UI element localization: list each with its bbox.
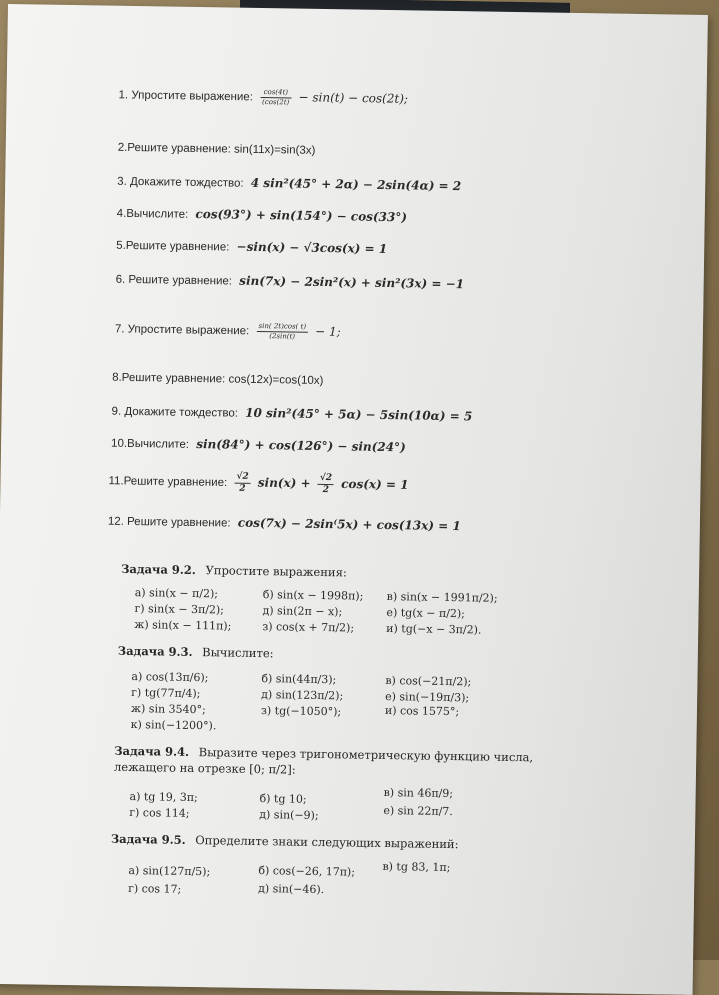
fraction-denominator: 2	[239, 483, 246, 494]
problem-11	[108, 470, 408, 498]
problem-2-label: 2.Решите уравнение: sin(11x)=sin(3x)	[117, 141, 316, 157]
task-9-4-item: а) tg 19, 3π;	[129, 790, 198, 805]
task-label: Задача 9.2.	[121, 561, 196, 578]
task-9-4-item: б) tg 10;	[259, 792, 307, 806]
problem-1-fraction	[260, 88, 291, 107]
problem-7-fraction	[256, 322, 308, 342]
task-9-2-title	[121, 562, 347, 580]
problem-7	[115, 320, 341, 343]
task-9-2-item: ж) sin(x − 111π);	[134, 618, 232, 633]
problem-3	[117, 174, 461, 193]
task-9-2-item: а) sin(x − π/2);	[134, 586, 219, 601]
task-9-5-item: б) cos(−26, 17π);	[258, 864, 356, 879]
problem-8-label: 8.Решите уравнение: cos(12x)=cos(10x)	[112, 371, 324, 387]
fraction-numerator: √2	[234, 472, 250, 484]
task-9-3-item: г) tg(77π/4);	[131, 686, 201, 701]
problem-3-label: 3. Докажите тождество:	[117, 175, 244, 190]
fraction-denominator: (cos(2t)	[262, 98, 290, 107]
problem-4-label: 4.Вычислите:	[116, 207, 189, 221]
problem-11-middle: sin(x) +	[257, 475, 311, 491]
fraction-denominator: (2sin(t)	[269, 332, 296, 341]
task-9-3-item: к) sin(−1200°).	[130, 718, 217, 733]
problem-3-math: 4 sin²(45° + 2α) − 2sin(4α) = 2	[250, 175, 462, 194]
task-9-2-item: г) sin(x − 3π/2);	[134, 602, 225, 617]
problem-5-label: 5.Решите уравнение:	[116, 239, 230, 254]
task-description-continued: лежащего на отрезке [0; π/2]:	[113, 759, 296, 777]
problem-10-math: sin(84°) + cos(126°) − sin(24°)	[196, 437, 406, 455]
task-9-4-title-line2	[114, 760, 296, 777]
problem-4	[117, 206, 407, 225]
problem-12-label: 12. Решите уравнение:	[107, 515, 231, 530]
task-9-3-item: ж) sin 3540°;	[130, 702, 206, 717]
task-label: Задача 9.3.	[117, 643, 193, 659]
task-description: Вычислите:	[202, 645, 274, 661]
fraction-numerator: sin( 2t)cos( t)	[256, 322, 308, 333]
problem-6	[116, 272, 465, 291]
task-9-5-item: в) tg 83, 1π;	[382, 859, 451, 875]
problem-6-label: 6. Решите уравнение:	[115, 273, 233, 288]
task-9-3-item: е) sin(−19π/3);	[385, 690, 470, 705]
task-9-5-item: г) cos 17;	[128, 881, 182, 896]
task-9-4-item: е) sin 22π/7.	[383, 803, 453, 819]
task-9-3-item: в) cos(−21π/2);	[385, 674, 472, 689]
task-description: Определите знаки следующих выражений:	[195, 833, 459, 852]
task-9-2-item: е) tg(x − π/2);	[386, 606, 465, 621]
problem-1	[118, 86, 408, 110]
problem-11-tail: cos(x) = 1	[341, 476, 409, 492]
problem-5-math: −sin(x) − √3cos(x) = 1	[236, 239, 388, 256]
problem-1-tail: − sin(t) − cos(2t);	[298, 90, 409, 106]
task-9-4-item: г) cos 114;	[129, 806, 190, 820]
task-9-2-item: б) sin(x − 1998π);	[262, 588, 364, 603]
fraction-numerator: cos(4t)	[260, 88, 291, 98]
task-9-3-item: з) tg(−1050°);	[260, 704, 342, 719]
task-9-3-item: б) sin(44π/3);	[261, 672, 337, 687]
problem-7-label: 7. Упростите выражение:	[114, 323, 250, 338]
task-9-4-item: в) sin 46π/9;	[383, 785, 454, 801]
task-9-3-item: и) cos 1575°;	[384, 704, 460, 719]
problem-11-fraction-1	[234, 472, 251, 495]
problem-12-math: cos(7x) − 2sin⁽5x) + cos(13x) = 1	[237, 515, 461, 534]
task-9-2-item: в) sin(x − 1991π/2);	[386, 590, 498, 605]
task-9-2-item: д) sin(2π − x);	[262, 604, 343, 619]
problem-2	[118, 142, 316, 157]
task-9-2-item: з) cos(x + 7π/2);	[262, 620, 355, 635]
problem-9-label: 9. Докажите тождество:	[111, 405, 239, 420]
task-label: Задача 9.4.	[114, 743, 190, 759]
task-9-5-item: а) sin(127π/5);	[128, 863, 211, 879]
problem-9-math: 10 sin²(45° + 5α) − 5sin(10α) = 5	[245, 405, 473, 424]
task-9-2-item: и) tg(−x − 3π/2).	[386, 622, 482, 637]
problem-6-math: sin(7x) − 2sin²(x) + sin²(3x) = −1	[239, 273, 465, 292]
task-9-4-item: д) sin(−9);	[259, 808, 319, 822]
worksheet-page	[0, 4, 708, 995]
problem-8	[112, 372, 323, 387]
problem-4-math: cos(93°) + sin(154°) − cos(33°)	[195, 206, 408, 225]
problem-11-label: 11.Решите уравнение:	[108, 475, 228, 490]
problem-1-label: 1. Упростите выражение:	[118, 89, 254, 104]
task-9-5-title	[111, 832, 459, 851]
task-9-3-item: д) sin(123π/2);	[261, 688, 344, 703]
fraction-numerator: √2	[318, 473, 334, 485]
task-9-3-title	[118, 644, 274, 660]
problem-5	[116, 238, 387, 256]
task-9-5-item: д) sin(−46).	[258, 882, 325, 897]
problem-12	[108, 514, 461, 534]
problem-11-fraction-2	[318, 473, 335, 496]
task-description: Упростите выражения:	[205, 563, 347, 580]
task-description: Выразите через тригонометрическую функцию числа,	[198, 745, 534, 765]
task-9-3-item: а) cos(13π/6);	[131, 670, 209, 685]
fraction-denominator: 2	[322, 485, 329, 496]
problem-7-tail: − 1;	[315, 324, 341, 339]
task-label: Задача 9.5.	[110, 831, 186, 847]
problem-10-label: 10.Вычислите:	[111, 437, 190, 451]
problem-10	[111, 436, 406, 455]
problem-9	[112, 404, 473, 424]
